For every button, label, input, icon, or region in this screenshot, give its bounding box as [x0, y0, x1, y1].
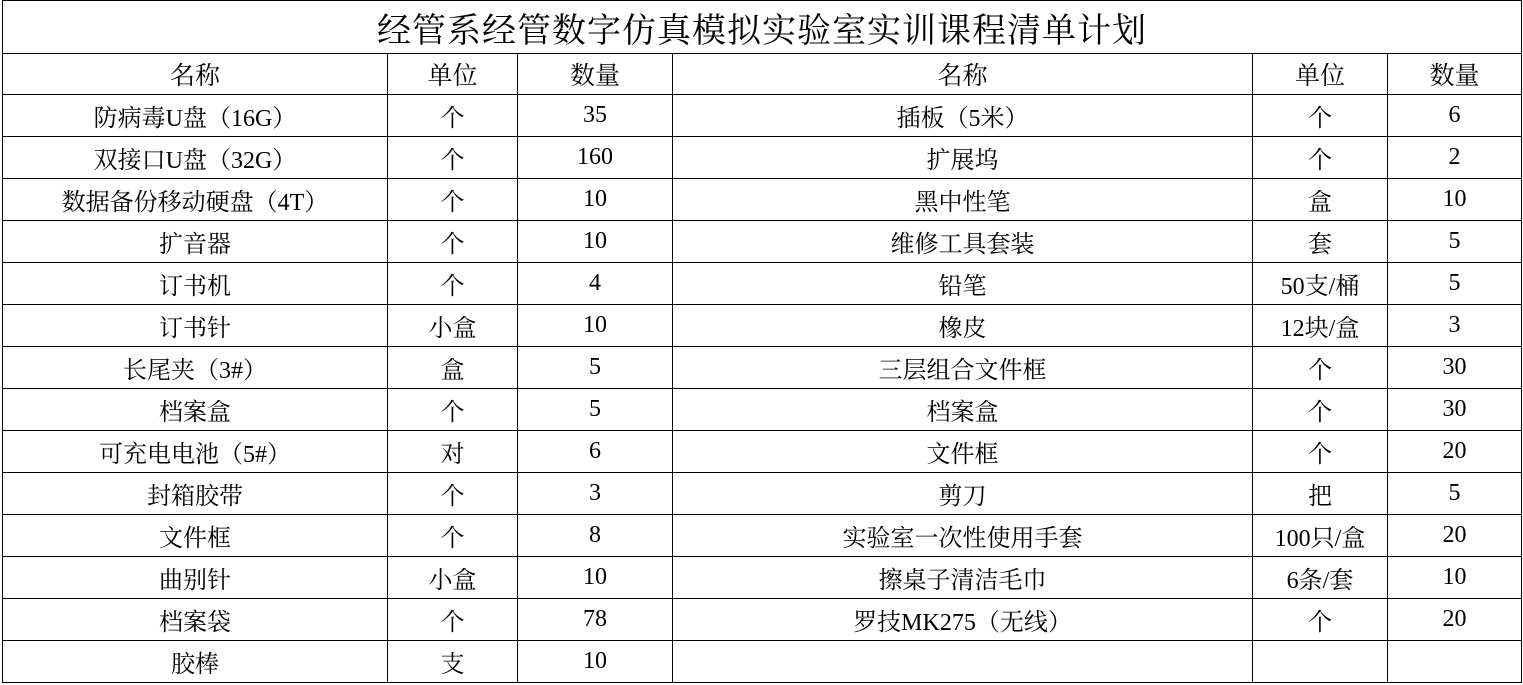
- item-name-right: 橡皮: [673, 305, 1253, 347]
- item-unit-right: 盒: [1253, 179, 1388, 221]
- column-header-unit-right: 单位: [1253, 54, 1388, 95]
- item-unit-left: 支: [388, 641, 518, 683]
- item-qty-left: 5: [518, 347, 673, 389]
- item-name-right: 扩展坞: [673, 137, 1253, 179]
- table-row: [3, 641, 1522, 683]
- table-row: [3, 263, 1522, 305]
- item-qty-right: 20: [1388, 599, 1522, 641]
- item-unit-left: 盒: [388, 347, 518, 389]
- item-qty-left: 78: [518, 599, 673, 641]
- item-name-left: 防病毒U盘（16G）: [3, 95, 388, 137]
- item-name-left: 可充电电池（5#）: [3, 431, 388, 473]
- item-qty-left: 6: [518, 431, 673, 473]
- item-name-left: 胶棒: [3, 641, 388, 683]
- table-row: [3, 221, 1522, 263]
- item-qty-left: 160: [518, 137, 673, 179]
- column-header-qty-right: 数量: [1388, 54, 1522, 95]
- item-qty-left: 10: [518, 305, 673, 347]
- item-unit-right: 个: [1253, 599, 1388, 641]
- page-title: 经管系经管数字仿真模拟实验室实训课程清单计划: [3, 1, 1522, 54]
- item-qty-right: 5: [1388, 473, 1522, 515]
- item-qty-right: 6: [1388, 95, 1522, 137]
- table-row: [3, 95, 1522, 137]
- item-name-right: 档案盒: [673, 389, 1253, 431]
- item-unit-left: 个: [388, 95, 518, 137]
- item-name-left: 封箱胶带: [3, 473, 388, 515]
- item-qty-left: 5: [518, 389, 673, 431]
- column-header-qty-left: 数量: [518, 54, 673, 95]
- empty-cell: [1388, 641, 1522, 683]
- item-qty-left: 35: [518, 95, 673, 137]
- item-name-left: 长尾夹（3#）: [3, 347, 388, 389]
- item-name-right: 剪刀: [673, 473, 1253, 515]
- item-name-right: 三层组合文件框: [673, 347, 1253, 389]
- column-header-unit-left: 单位: [388, 54, 518, 95]
- item-name-left: 双接口U盘（32G）: [3, 137, 388, 179]
- item-unit-left: 个: [388, 179, 518, 221]
- item-name-right: 维修工具套装: [673, 221, 1253, 263]
- item-unit-right: 6条/套: [1253, 557, 1388, 599]
- item-unit-right: 个: [1253, 347, 1388, 389]
- item-unit-left: 对: [388, 431, 518, 473]
- item-unit-left: 小盒: [388, 305, 518, 347]
- item-unit-left: 小盒: [388, 557, 518, 599]
- item-name-right: 插板（5米）: [673, 95, 1253, 137]
- item-unit-right: 50支/桶: [1253, 263, 1388, 305]
- item-name-right: 擦桌子清洁毛巾: [673, 557, 1253, 599]
- item-unit-left: 个: [388, 515, 518, 557]
- column-header-name-left: 名称: [3, 54, 388, 95]
- item-name-right: 黑中性笔: [673, 179, 1253, 221]
- table-row: [3, 305, 1522, 347]
- table-row: [3, 431, 1522, 473]
- table-row: [3, 557, 1522, 599]
- item-unit-right: 把: [1253, 473, 1388, 515]
- item-qty-right: 30: [1388, 347, 1522, 389]
- item-qty-right: 20: [1388, 431, 1522, 473]
- item-qty-left: 10: [518, 557, 673, 599]
- item-name-left: 档案袋: [3, 599, 388, 641]
- item-unit-right: 个: [1253, 95, 1388, 137]
- table-row: [3, 347, 1522, 389]
- item-name-left: 曲别针: [3, 557, 388, 599]
- item-unit-right: 个: [1253, 431, 1388, 473]
- title-row: [3, 1, 1522, 54]
- item-qty-left: 10: [518, 179, 673, 221]
- inventory-table: [2, 0, 1522, 683]
- table-row: [3, 515, 1522, 557]
- item-unit-right: 100只/盒: [1253, 515, 1388, 557]
- item-unit-right: 个: [1253, 137, 1388, 179]
- item-unit-left: 个: [388, 221, 518, 263]
- item-name-left: 订书机: [3, 263, 388, 305]
- item-unit-left: 个: [388, 263, 518, 305]
- item-unit-left: 个: [388, 473, 518, 515]
- item-name-right: 罗技MK275（无线）: [673, 599, 1253, 641]
- item-name-right: 铅笔: [673, 263, 1253, 305]
- table-row: [3, 473, 1522, 515]
- table-row: [3, 137, 1522, 179]
- item-name-left: 文件框: [3, 515, 388, 557]
- empty-cell: [673, 641, 1253, 683]
- item-qty-right: 2: [1388, 137, 1522, 179]
- item-unit-right: 个: [1253, 389, 1388, 431]
- column-header-name-right: 名称: [673, 54, 1253, 95]
- item-qty-right: 5: [1388, 221, 1522, 263]
- item-qty-left: 10: [518, 221, 673, 263]
- item-name-left: 扩音器: [3, 221, 388, 263]
- item-unit-left: 个: [388, 137, 518, 179]
- item-qty-right: 20: [1388, 515, 1522, 557]
- table-row: [3, 179, 1522, 221]
- item-qty-left: 10: [518, 641, 673, 683]
- item-qty-right: 3: [1388, 305, 1522, 347]
- table-row: [3, 389, 1522, 431]
- item-name-right: 文件框: [673, 431, 1253, 473]
- item-unit-right: 12块/盒: [1253, 305, 1388, 347]
- item-qty-right: 10: [1388, 179, 1522, 221]
- item-qty-right: 30: [1388, 389, 1522, 431]
- item-qty-left: 3: [518, 473, 673, 515]
- item-unit-left: 个: [388, 389, 518, 431]
- item-qty-left: 4: [518, 263, 673, 305]
- table-row: [3, 599, 1522, 641]
- item-name-left: 数据备份移动硬盘（4T）: [3, 179, 388, 221]
- item-unit-right: 套: [1253, 221, 1388, 263]
- item-name-left: 档案盒: [3, 389, 388, 431]
- item-qty-right: 10: [1388, 557, 1522, 599]
- item-qty-right: 5: [1388, 263, 1522, 305]
- item-name-right: 实验室一次性使用手套: [673, 515, 1253, 557]
- header-row: [3, 54, 1522, 95]
- item-name-left: 订书针: [3, 305, 388, 347]
- empty-cell: [1253, 641, 1388, 683]
- item-unit-left: 个: [388, 599, 518, 641]
- item-qty-left: 8: [518, 515, 673, 557]
